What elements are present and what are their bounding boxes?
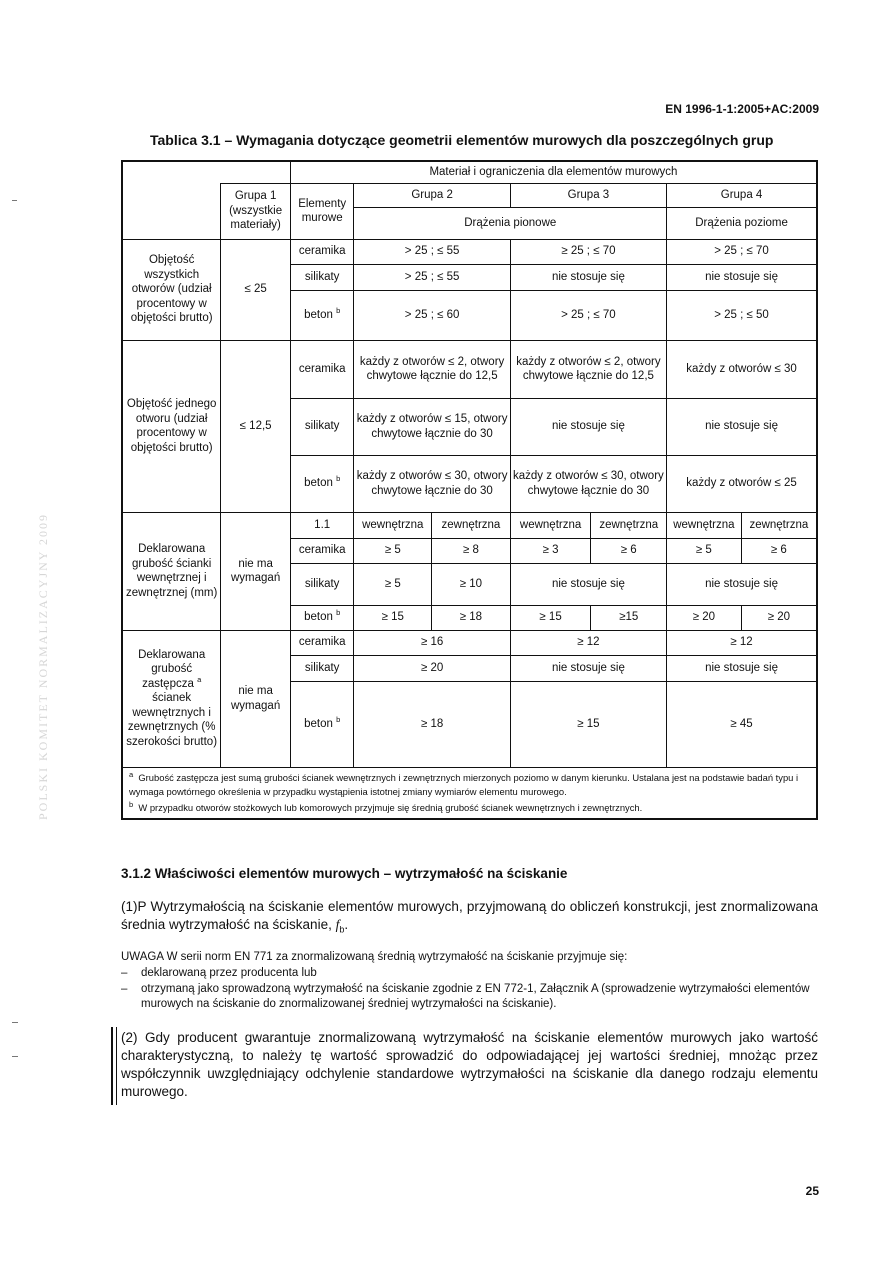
margin-tick [12, 200, 17, 201]
note-item-2 [121, 982, 818, 1012]
header-vertical-holes: Drążenia pionowe [354, 207, 667, 239]
header-inner: wewnętrzna [354, 512, 432, 538]
row-label-pre: Deklarowana grubość zastępcza [138, 648, 206, 690]
sub-header: 1.1 [290, 512, 354, 538]
cell: ≥ 5 [354, 563, 432, 605]
material-beton [290, 290, 354, 340]
cell: > 25 ; ≤ 60 [354, 290, 510, 340]
footnote-a-marker: a [197, 674, 202, 684]
footnote-a-text: Grubość zastępcza jest sumą grubości ścianek wewnętrznych i zewnętrznych mierzonych poziomo w danym kierunku. Ustalana jest na podstawie badań typu i wymaga powtórnego określenia w przypadku wystąpienia istotnej zmiany wymiarów elementu murowego. [129, 771, 799, 797]
change-bar [111, 1027, 113, 1105]
material-ceramika: ceramika [290, 630, 354, 655]
footnote-b-marker: b [336, 714, 341, 724]
cell-g1-single-hole: ≤ 12,5 [221, 340, 291, 512]
row-label-single-hole: Objętość jednego otworu (udział procentowy w objętości brutto) [122, 340, 221, 512]
footnote-b-marker: b [336, 608, 341, 618]
header-material: Materiał i ograniczenia dla elementów murowych [290, 161, 817, 183]
row-label-post: ścianek wewnętrznych i zewnętrznych (% szerokości brutto) [126, 692, 218, 748]
cell: ≥ 5 [354, 538, 432, 563]
dash: – [121, 983, 128, 995]
watermark-text: POLSKI KOMITET NORMALIZACYJNY 2009 [36, 513, 50, 820]
header-horizontal-holes: Drążenia poziome [667, 207, 817, 239]
material-silikaty: silikaty [290, 398, 354, 455]
watermark [22, 440, 62, 820]
cell: każdy z otworów ≤ 2, otwory chwytowe łącznie do 12,5 [354, 340, 510, 398]
geometry-requirements-table [121, 160, 818, 820]
header-inner: wewnętrzna [667, 512, 742, 538]
material-beton [290, 455, 354, 512]
cell: nie stosuje się [510, 398, 666, 455]
material-beton-text: beton [304, 308, 333, 321]
cell: > 25 ; ≤ 55 [354, 264, 510, 290]
note-intro: UWAGA W serii norm EN 771 za znormalizowaną średnią wytrzymałość na ściskanie przyjmuje się: [121, 951, 628, 963]
margin-tick [12, 1022, 18, 1023]
paragraph-1-text: (1)P Wytrzymałością na ściskanie elementów murowych, przyjmowaną do obliczeń konstrukcji, jest znormalizowana średnia wytrzymałość na ściskanie, [121, 899, 818, 932]
footnote-a-label: a [129, 769, 134, 779]
cell: ≥ 15 [510, 681, 666, 767]
cell: ≥ 3 [510, 538, 591, 563]
header-outer: zewnętrzna [432, 512, 511, 538]
row-label-total-holes: Objętość wszystkich otworów (udział procentowy w objętości brutto) [122, 239, 221, 340]
cell: nie stosuje się [667, 398, 817, 455]
note-item-2-text: otrzymaną jako sprowadzoną wytrzymałość na ściskanie zgodnie z EN 772-1, Załącznik A (sprowadzenie wytrzymałości elementów murowych na ściskanie do znormalizowanej średniej wytrzymałości na ściskanie). [141, 983, 810, 1010]
empty-corner [122, 207, 221, 239]
paragraph-2: (2) Gdy producent gwarantuje znormalizowaną wytrzymałość na ściskanie elementów murowych jako wartość charakterystyczną, to należy tę wartość sprowadzić do odpowiadającej jej wartości średniej, mnożąc przez współczynnik uwzględniający odchylenie standardowe wytrzymałości na ściskanie dla danego rodzaju elementu murowego. [121, 1030, 818, 1099]
cell: ≥ 15 [510, 605, 591, 630]
empty-corner [122, 183, 221, 207]
header-outer: zewnętrzna [741, 512, 817, 538]
cell: każdy z otworów ≤ 2, otwory chwytowe łącznie do 12,5 [510, 340, 666, 398]
cell: ≥ 12 [667, 630, 817, 655]
header-inner: wewnętrzna [510, 512, 591, 538]
cell: nie stosuje się [510, 563, 666, 605]
cell: ≥ 18 [432, 605, 511, 630]
cell: ≥ 20 [354, 655, 510, 681]
cell: ≥ 6 [741, 538, 817, 563]
cell: każdy z otworów ≤ 25 [667, 455, 817, 512]
cell: ≥ 8 [432, 538, 511, 563]
section-heading: 3.1.2 Właściwości elementów murowych – wytrzymałość na ściskanie [121, 866, 568, 881]
cell: każdy z otworów ≤ 15, otwory chwytowe łącznie do 30 [354, 398, 510, 455]
material-ceramika: ceramika [290, 239, 354, 264]
material-beton-text: beton [304, 717, 333, 730]
cell: ≥ 5 [667, 538, 742, 563]
material-beton-text: beton [304, 611, 333, 624]
material-ceramika: ceramika [290, 340, 354, 398]
material-silikaty: silikaty [290, 563, 354, 605]
footnote-b-marker: b [336, 474, 341, 484]
cell: każdy z otworów ≤ 30, otwory chwytowe łącznie do 30 [510, 455, 666, 512]
cell: każdy z otworów ≤ 30 [667, 340, 817, 398]
dash: – [121, 967, 128, 979]
header-group-1: Grupa 1 (wszystkie materiały) [221, 183, 291, 239]
change-bar [116, 1027, 117, 1105]
cell: ≥ 45 [667, 681, 817, 767]
cell: ≥ 20 [741, 605, 817, 630]
footnote-b-marker: b [336, 305, 341, 315]
cell: > 25 ; ≤ 55 [354, 239, 510, 264]
paragraph-1: (1)P Wytrzymałością na ściskanie elementów murowych, przyjmowaną do obliczeń konstrukcji, jest znormalizowana średnia wytrzymałość na ściskanie, $f_b$. [121, 899, 818, 935]
cell: ≥15 [591, 605, 667, 630]
cell: > 25 ; ≤ 50 [667, 290, 817, 340]
table-footnotes [122, 767, 817, 819]
cell: ≥ 18 [354, 681, 510, 767]
cell: nie stosuje się [510, 264, 666, 290]
cell: ≥ 12 [510, 630, 666, 655]
header-group-2: Grupa 2 [354, 183, 510, 207]
cell: > 25 ; ≤ 70 [667, 239, 817, 264]
cell: > 25 ; ≤ 70 [510, 290, 666, 340]
cell-g1-total-holes: ≤ 25 [221, 239, 291, 340]
footnote-b-text: W przypadku otworów stożkowych lub komorowych przyjmuje się średnią grubość ścianek wewnętrznych i zewnętrznych. [138, 801, 643, 813]
cell: nie stosuje się [667, 655, 817, 681]
material-silikaty: silikaty [290, 655, 354, 681]
note-item-1 [121, 966, 818, 981]
symbol-f: f [335, 917, 340, 932]
header-group-4: Grupa 4 [667, 183, 817, 207]
table-title: Tablica 3.1 – Wymagania dotyczące geometrii elementów murowych dla poszczególnych grup [150, 132, 774, 148]
standard-reference: EN 1996-1-1:2005+AC:2009 [665, 102, 819, 116]
header-elements: Elementy murowe [290, 183, 354, 239]
cell: ≥ 16 [354, 630, 510, 655]
note-item-1-text: deklarowaną przez producenta lub [141, 967, 317, 979]
footnote-b-label: b [129, 799, 134, 809]
cell: każdy z otworów ≤ 30, otwory chwytowe łącznie do 30 [354, 455, 510, 512]
cell: ≥ 15 [354, 605, 432, 630]
footnote-b [129, 801, 810, 815]
margin-tick [12, 1056, 18, 1057]
material-beton [290, 605, 354, 630]
row-label-wall-thickness: Deklarowana grubość ścianki wewnętrznej i zewnętrznej (mm) [122, 512, 221, 630]
empty-corner [122, 161, 290, 183]
material-beton-text: beton [304, 477, 333, 490]
cell: ≥ 20 [667, 605, 742, 630]
cell-g1-wall-thickness: nie ma wymagań [221, 512, 291, 630]
cell: nie stosuje się [667, 563, 817, 605]
symbol-subscript: b [339, 924, 345, 935]
material-silikaty: silikaty [290, 264, 354, 290]
header-group-3: Grupa 3 [510, 183, 666, 207]
cell: nie stosuje się [510, 655, 666, 681]
cell: ≥ 6 [591, 538, 667, 563]
material-ceramika: ceramika [290, 538, 354, 563]
cell: ≥ 25 ; ≤ 70 [510, 239, 666, 264]
header-outer: zewnętrzna [591, 512, 667, 538]
page-number: 25 [805, 1184, 819, 1198]
cell-g1-equivalent-thickness: nie ma wymagań [221, 630, 291, 767]
cell: nie stosuje się [667, 264, 817, 290]
row-label-equivalent-thickness [122, 630, 221, 767]
cell: ≥ 10 [432, 563, 511, 605]
footnote-a [129, 771, 810, 799]
material-beton [290, 681, 354, 767]
